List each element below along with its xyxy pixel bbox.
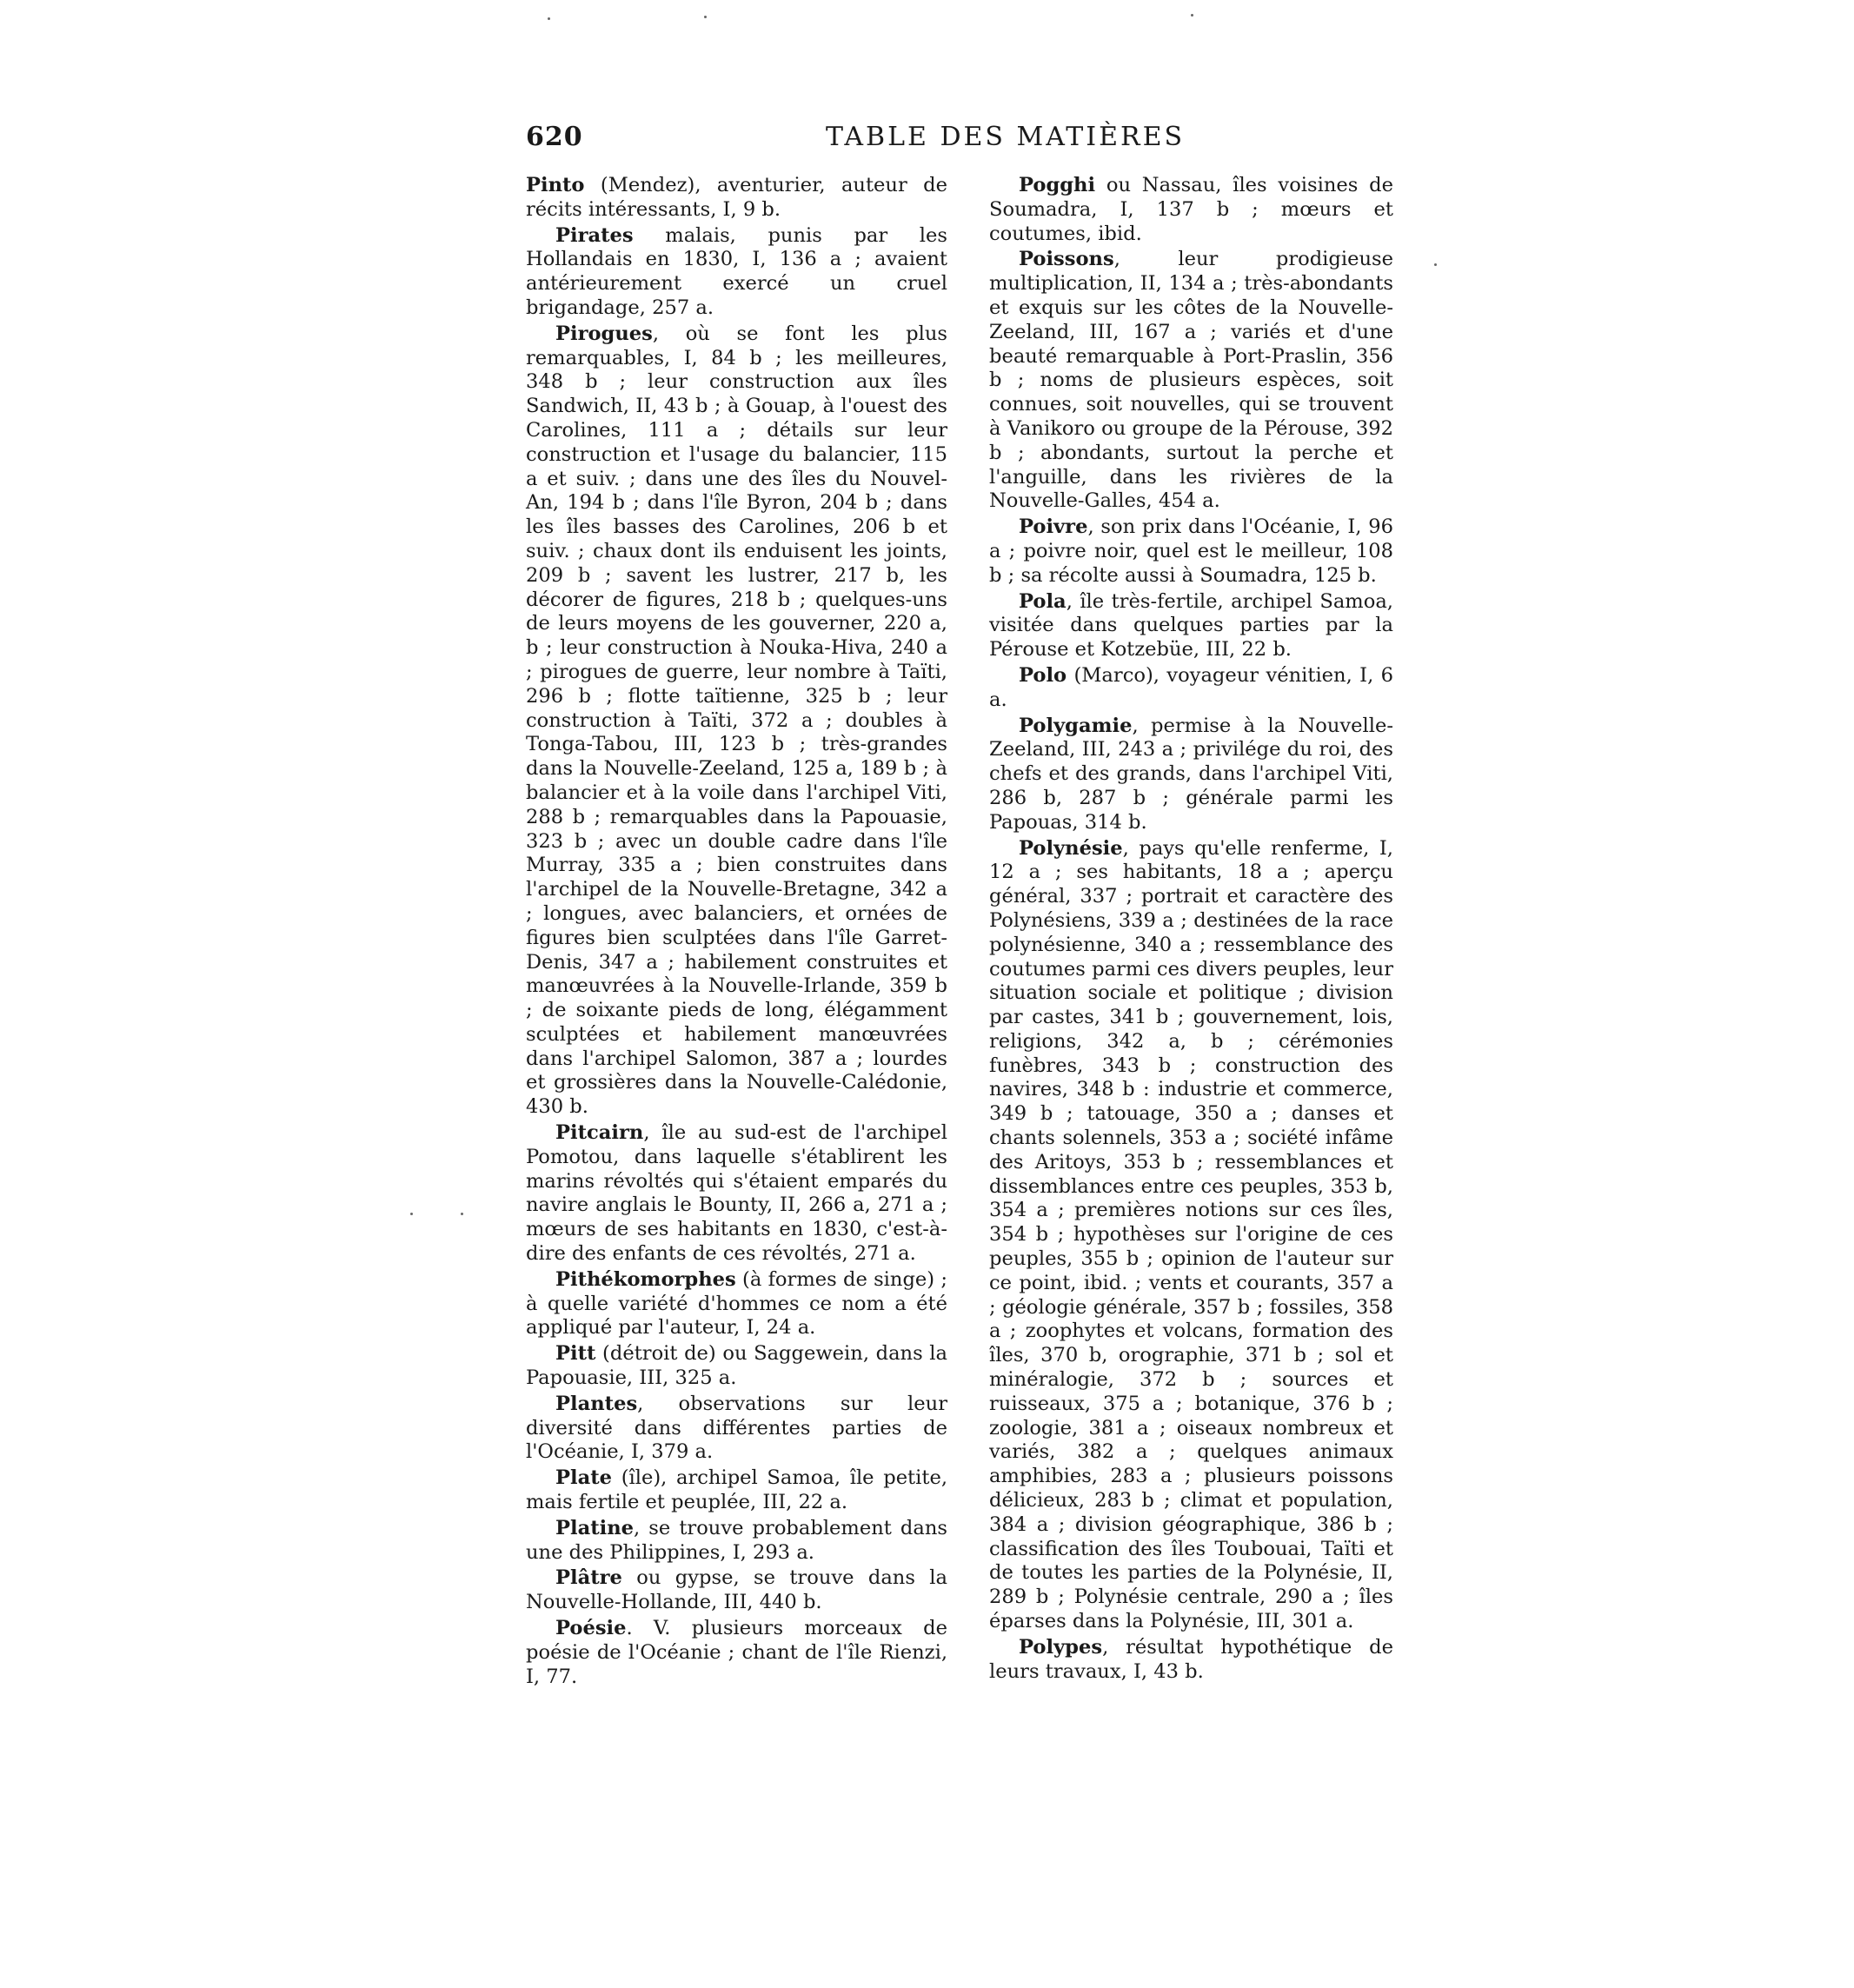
page-number: 620 <box>526 122 583 152</box>
entry-head: Polygamie <box>1019 714 1133 737</box>
left-column <box>526 174 947 1691</box>
index-entry <box>526 224 947 321</box>
index-entry <box>526 1342 947 1391</box>
index-entry <box>526 322 947 1120</box>
index-entry <box>526 1517 947 1566</box>
entry-head: Pithékomorphes <box>555 1267 736 1291</box>
scan-speck <box>704 16 707 18</box>
scan-speck <box>1191 14 1193 17</box>
index-entry <box>526 1466 947 1515</box>
entry-text: , île au sud-est de l'archipel Pomotou, dans laquelle s'établirent les marins révoltés qui s'étaient emparés du navire anglais le Bounty, II, 266 a, 271 a ; mœurs de ses habitants en 1830, c'est-à-dire des enfants de ces révoltés, 271 a. <box>526 1121 947 1266</box>
index-entry <box>989 248 1393 514</box>
index-entry <box>989 515 1393 588</box>
scan-speck <box>1434 263 1437 266</box>
entry-text: , leur prodigieuse multiplication, II, 134 a ; très-abondants et exquis sur les côtes de la Nouvelle-Zeeland, III, 167 a ; variés et d'une beauté remarquable à Port-Praslin, 356 b ; noms de plusieurs espèces, soit connues, soit nouvelles, qui se trouvent à Vanikoro ou groupe de la Pérouse, 392 b ; abondants, surtout la perche et l'anguille, dans les rivières de la Nouvelle-Galles, 454 a. <box>989 248 1393 513</box>
entry-head: Poissons <box>1019 248 1114 271</box>
entry-text: , où se font les plus remarquables, I, 84 b ; les meilleures, 348 b ; leur construction aux îles Sandwich, II, 43 b ; à Gouap, à l'ouest des Carolines, 111 a ; détails sur leur construction et l'usage du balancier, 115 a et suiv. ; dans une des îles du Nouvel-An, 194 b ; dans l'île Byron, 204 b ; dans les îles basses des Carolines, 206 b et suiv. ; chaux dont ils enduisent les joints, 209 b ; savent les lustrer, 217 b, les décorer de figures, 218 b ; quelques-uns de leurs moyens de les gouverner, 220 a, b ; leur construction à Nouka-Hiva, 240 a ; pirogues de guerre, leur nombre à Taïti, 296 b ; flotte taïtienne, 325 b ; leur construction à Taïti, 372 a ; doubles à Tonga-Tabou, III, 123 b ; très-grandes dans la Nouvelle-Zeeland, 125 a, 189 b ; à balancier et à la voile dans l'archipel Viti, 288 b ; remarquables dans la Papouasie, 323 b ; avec un double cadre dans l'île Murray, 335 a ; bien construites dans l'archipel de la Nouvelle-Bretagne, 342 a ; longues, avec balanciers, et ornées de figures bien sculptées dans l'île Garret-Denis, 347 a ; habilement construites et manœuvrées à la Nouvelle-Irlande, 359 b ; de soixante pieds de long, élégamment sculptées et habilement manœuvrées dans l'archipel Salomon, 387 a ; lourdes et grossières dans la Nouvelle-Calédonie, 430 b. <box>526 322 947 1119</box>
index-entry <box>526 1617 947 1689</box>
entry-text: ou Nassau, îles voisines de Soumadra, I, 137 b ; mœurs et coutumes, ibid. <box>989 174 1393 245</box>
entry-head: Pirates <box>555 223 634 247</box>
entry-head: Plâtre <box>555 1566 622 1590</box>
right-column <box>989 174 1393 1685</box>
entry-text: malais, punis par les Hollandais en 1830, I, 136 a ; avaient antérieurement exercé un cruel brigandage, 257 a. <box>526 223 947 319</box>
entry-text: , observations sur leur diversité dans différentes parties de l'Océanie, I, 379 a. <box>526 1392 947 1464</box>
entry-text: (détroit de) ou Saggewein, dans la Papouasie, III, 325 a. <box>526 1342 947 1390</box>
entry-head: Polynésie <box>1019 836 1123 860</box>
entry-head: Polo <box>1019 663 1067 687</box>
index-entry <box>526 1268 947 1340</box>
scan-speck <box>410 1213 413 1215</box>
entry-head: Pola <box>1019 589 1067 613</box>
entry-head: Platine <box>555 1516 635 1539</box>
entry-head: Plantes <box>555 1392 638 1415</box>
index-entry <box>989 590 1393 662</box>
entry-text: ou gypse, se trouve dans la Nouvelle-Hollande, III, 440 b. <box>526 1566 947 1614</box>
entry-text: , permise à la Nouvelle-Zeeland, III, 243 a ; privilége du roi, des chefs et des grands, dans l'archipel Viti, 286 b, 287 b ; générale parmi les Papouas, 314 b. <box>989 714 1393 834</box>
entry-text: (Mendez), aventurier, auteur de récits intéressants, I, 9 b. <box>526 174 947 221</box>
entry-text: , résultat hypothétique de leurs travaux, I, 43 b. <box>989 1635 1393 1683</box>
index-entry <box>526 1121 947 1267</box>
entry-text: , son prix dans l'Océanie, I, 96 a ; poivre noir, quel est le meilleur, 108 b ; sa récolte aussi à Soumadra, 125 b. <box>989 515 1393 587</box>
index-entry <box>526 1393 947 1465</box>
entry-text: . V. plusieurs morceaux de poésie de l'Océanie ; chant de l'île Rienzi, I, 77. <box>526 1617 947 1688</box>
entry-head: Polypes <box>1019 1635 1103 1659</box>
entry-text: , pays qu'elle renferme, I, 12 a ; ses habitants, 18 a ; aperçu général, 337 ; portrait et caractère des Polynésiens, 339 a ; destinées de la race polynésienne, 340 a ; ressemblance des coutumes parmi ces divers peuples, leur situation sociale et politique ; division par castes, 341 b ; gouvernement, lois, religions, 342 a, b ; cérémonies funèbres, 343 b ; construction des navires, 348 b : industrie et commerce, 349 b ; tatouage, 350 a ; danses et chants solennels, 353 a ; société infâme des Aritoys, 353 b ; ressemblances et dissemblances entre ces peuples, 353 b, 354 a ; premières notions sur ces îles, 354 b ; hypothèses sur l'origine de ces peuples, 355 b ; opinion de l'auteur sur ce point, ibid. ; vents et courants, 357 a ; géologie générale, 357 b ; fossiles, 358 a ; zoophytes et volcans, formation des îles, 370 b, orographie, 371 b ; sol et minéralogie, 372 b ; sources et ruisseaux, 375 a ; botanique, 376 b ; zoologie, 381 a ; oiseaux nombreux et variés, 382 a ; quelques animaux amphibies, 283 a ; plusieurs poissons délicieux, 283 b ; climat et population, 384 a ; division géographique, 386 b ; classification des îles Toubouai, Taïti et de toutes les parties de la Polynésie, II, 289 b ; Polynésie centrale, 290 a ; îles éparses dans la Polynésie, III, 301 a. <box>989 836 1393 1633</box>
entry-text: , île très-fertile, archipel Samoa, visitée dans quelques parties par la Pérouse et Kotzebüe, III, 22 b. <box>989 589 1393 662</box>
entry-text: (Marco), voyageur vénitien, I, 6 a. <box>989 663 1393 711</box>
scan-speck <box>548 17 550 20</box>
entry-head: Pinto <box>526 174 585 196</box>
index-entry <box>989 1636 1393 1685</box>
index-entry <box>989 174 1393 246</box>
entry-text: (île), archipel Samoa, île petite, mais fertile et peuplée, III, 22 a. <box>526 1466 947 1514</box>
index-entry <box>989 837 1393 1634</box>
index-entry <box>989 664 1393 713</box>
entry-head: Pitcairn <box>555 1121 644 1145</box>
index-entry <box>526 174 947 223</box>
index-entry <box>989 715 1393 835</box>
running-title: TABLE DES MATIÈRES <box>826 122 1186 152</box>
entry-head: Pogghi <box>1019 174 1096 196</box>
page-header <box>526 122 1395 162</box>
scan-speck <box>461 1213 463 1215</box>
entry-text: (à formes de singe) ; à quelle variété d'hommes ce nom a été appliqué par l'auteur, I, 24 a. <box>526 1267 947 1340</box>
index-entry <box>526 1566 947 1615</box>
entry-head: Poivre <box>1019 515 1088 539</box>
entry-head: Plate <box>555 1466 613 1490</box>
entry-head: Poésie <box>555 1617 627 1640</box>
entry-head: Pirogues <box>555 322 653 345</box>
entry-head: Pitt <box>555 1342 596 1366</box>
entry-text: , se trouve probablement dans une des Philippines, I, 293 a. <box>526 1516 947 1564</box>
